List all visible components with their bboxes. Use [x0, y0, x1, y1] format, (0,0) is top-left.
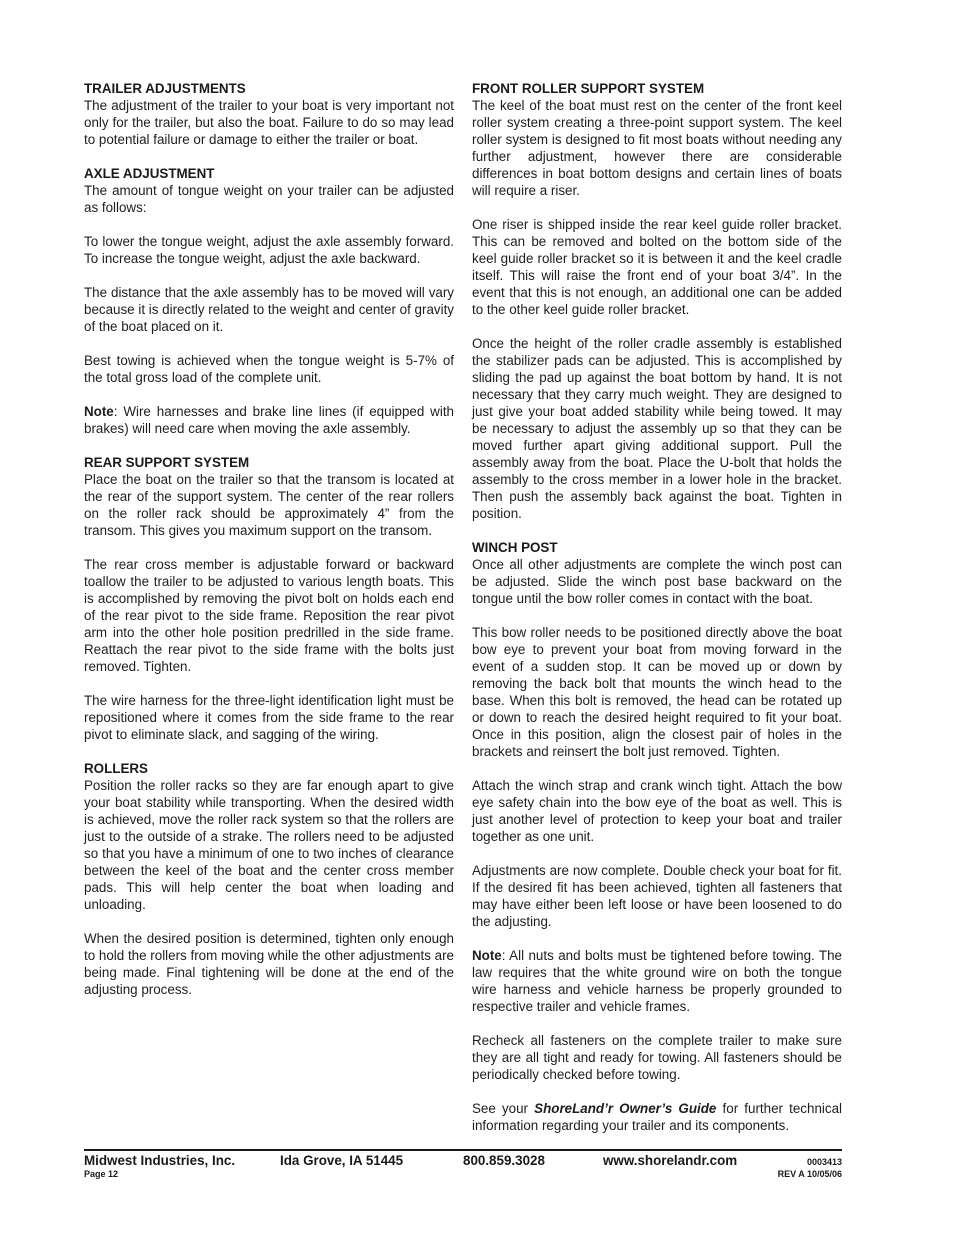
section-axle-adjustment	[84, 165, 454, 437]
section-rear-support-system	[84, 454, 454, 743]
footer-divider	[84, 1149, 842, 1151]
section-front-roller-support-system	[472, 80, 842, 522]
section-heading: TRAILER ADJUSTMENTS	[84, 81, 246, 96]
paragraph: The rear cross member is adjustable forward or backward toallow the trailer to be adjusted to various length boats. This is accomplished by removing the pivot bolt on holds each end of the rear pivot to the side frame. Reposition the rear pivot arm into the other hole position predrilled in the side frame. Reattach the rear pivot to the side frame with the bolts just removed. Tighten.	[84, 557, 454, 674]
paragraph: Once all other adjustments are complete the winch post can be adjusted. Slide the winch post base backward on the tongue until the bow roller comes in contact with the boat.	[472, 557, 842, 606]
note-paragraph	[84, 403, 454, 437]
paragraph: When the desired position is determined, tighten only enough to hold the rollers from moving while the other adjustments are being made. Final tightening will be done at the end of the adjusting process.	[84, 931, 454, 997]
section-heading: FRONT ROLLER SUPPORT SYSTEM	[472, 81, 705, 96]
section-trailer-adjustments	[84, 80, 454, 148]
footer-city: Ida Grove, IA 51445	[280, 1153, 404, 1168]
footer-company: Midwest Industries, Inc.	[84, 1153, 236, 1168]
left-column	[84, 80, 454, 1015]
paragraph: The keel of the boat must rest on the center of the front keel roller system creating a three-point support system. The keel roller system is designed to fit most boats without needing any further adjustment, however there are considerable differences in boat bottom designs and certain lines of boats will require a riser.	[472, 98, 842, 198]
paragraph: One riser is shipped inside the rear keel guide roller bracket. This can be removed and bolted on the bottom side of the keel guide roller bracket so it is between it and the keel cradle itself. This will raise the front end of your boat 3/4”. In the event that this is not enough, an additional one can be added to the other keel guide roller bracket.	[472, 217, 842, 317]
footer-doc-number: 0003413	[806, 1157, 842, 1167]
section-rollers	[84, 760, 454, 998]
note-label: Note	[472, 948, 502, 963]
paragraph: Recheck all fasteners on the complete trailer to make sure they are all tight and ready for towing. All fasteners should be periodically checked before towing.	[472, 1033, 842, 1082]
section-heading: AXLE ADJUSTMENT	[84, 166, 215, 181]
note-text: : All nuts and bolts must be tightened before towing. The law requires that the white ground wire on both the tongue wire harness and vehicle harness be properly grounded to respective trailer and vehicle frames.	[472, 948, 842, 1014]
section-heading: ROLLERS	[84, 761, 148, 776]
owners-guide-title: ShoreLand’r Owner’s Guide	[534, 1101, 717, 1116]
paragraph: Place the boat on the trailer so that the transom is located at the rear of the support system. The center of the rear rollers on the roller rack should be approximately 4” from the transom. This gives you maximum support on the transom.	[84, 472, 454, 538]
footer-page-number: Page 12	[84, 1169, 119, 1179]
paragraph: The adjustment of the trailer to your boat is very important not only for the trailer, but also the boat. Failure to do so may lead to potential failure or damage to either the trailer or boat.	[84, 98, 454, 147]
paragraph: Once the height of the roller cradle assembly is established the stabilizer pads can be adjusted. This is accomplished by sliding the pad up against the boat bottom by hand. It is not necessary that they carry much weight. They are designed to just give your boat added stability while being towed. It may be necessary to adjust the assembly up so that they can be moved further apart giving additional support. Pull the assembly away from the boat. Place the U-bolt that holds the assembly to the cross member in a lower hole in the bracket. Then push the assembly back against the boat. Tighten in position.	[472, 336, 842, 521]
note-paragraph	[472, 947, 842, 1015]
right-column	[472, 80, 842, 1151]
paragraph: Attach the winch strap and crank winch tight. Attach the bow eye safety chain into the bow eye of the boat as well. This is just another level of protection to keep your boat and trailer together as one unit.	[472, 778, 842, 844]
reference-suffix: for further technical information regarding your trailer and its components.	[472, 1101, 842, 1133]
footer-revision: REV A 10/05/06	[777, 1169, 842, 1179]
paragraph: To lower the tongue weight, adjust the axle assembly forward. To increase the tongue weight, adjust the axle backward.	[84, 234, 454, 266]
footer-website: www.shorelandr.com	[603, 1153, 738, 1168]
paragraph: Adjustments are now complete. Double check your boat for fit. If the desired fit has been achieved, tighten all fasteners that may have either been left loose or have been loosened to do the adjusting.	[472, 863, 842, 929]
section-heading: REAR SUPPORT SYSTEM	[84, 455, 250, 470]
paragraph: Best towing is achieved when the tongue weight is 5-7% of the total gross load of the complete unit.	[84, 353, 454, 385]
note-text: : Wire harnesses and brake line lines (if equipped with brakes) will need care when moving the axle assembly.	[84, 404, 454, 436]
note-label: Note	[84, 404, 114, 419]
paragraph: The amount of tongue weight on your trailer can be adjusted as follows:	[84, 183, 454, 215]
section-heading: WINCH POST	[472, 540, 558, 555]
paragraph: The distance that the axle assembly has to be moved will vary because it is directly related to the weight and center of gravity of the boat placed on it.	[84, 285, 454, 334]
footer-phone: 800.859.3028	[463, 1153, 545, 1168]
paragraph: The wire harness for the three-light identification light must be repositioned where it comes from the side frame to the rear pivot to eliminate slack, and sagging of the wiring.	[84, 693, 454, 742]
owners-guide-reference	[472, 1100, 842, 1134]
reference-prefix: See your	[472, 1101, 535, 1116]
page-footer	[84, 1153, 842, 1183]
paragraph: Position the roller racks so they are far enough apart to give your boat stability while transporting. When the desired width is achieved, move the roller rack system so that the rollers are just to the outside of a strake. The rollers need to be adjusted so that you have a minimum of one to two inches of clearance between the keel of the boat and the center cross member pads. This will help center the boat when loading and unloading.	[84, 778, 454, 912]
section-winch-post	[472, 539, 842, 1134]
paragraph: This bow roller needs to be positioned directly above the boat bow eye to prevent your boat from moving forward in the event of a sudden stop. It can be moved up or down by removing the back bolt that mounts the winch head to the base. When this bolt is removed, the head can be rotated up or down to reach the desired height required to fit your boat. Once in this position, align the closest pair of holes in the brackets and reinsert the bolt just removed. Tighten.	[472, 625, 842, 759]
